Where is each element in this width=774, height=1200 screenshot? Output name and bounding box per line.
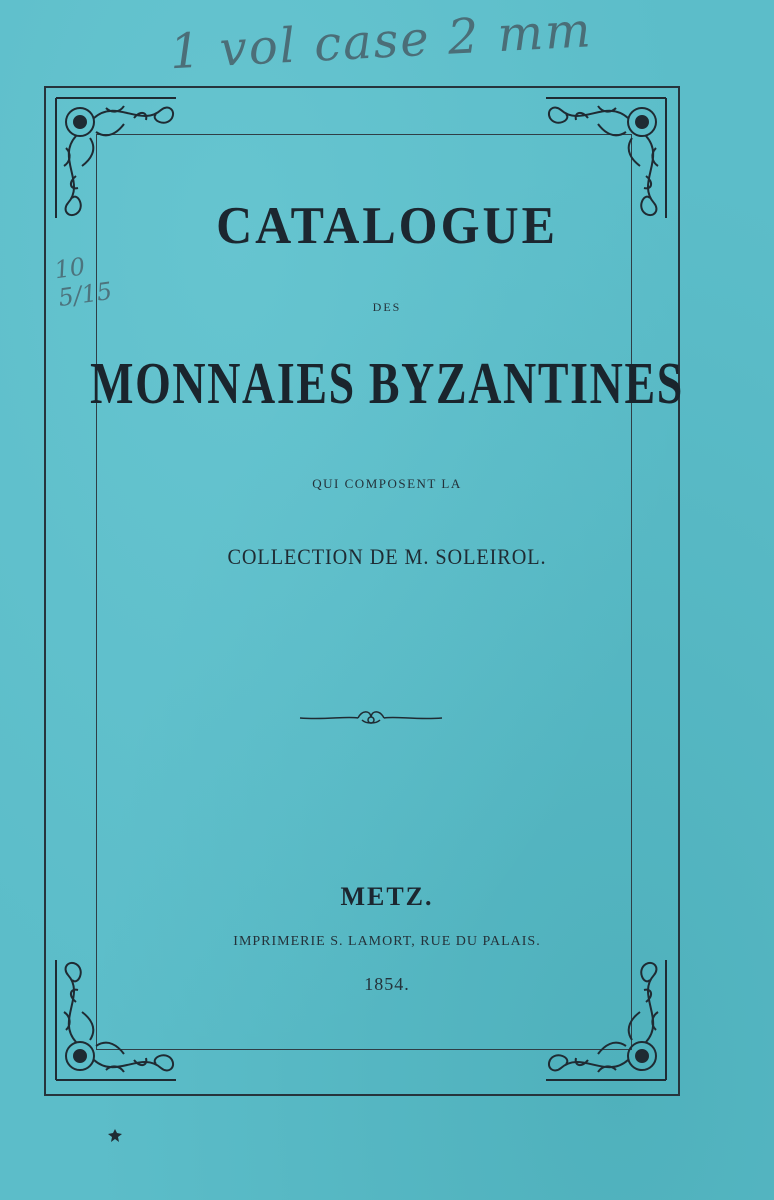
corner-ornament-icon [536, 950, 676, 1090]
imprint-city: METZ. [340, 882, 434, 911]
title-catalogue: CATALOGUE [216, 195, 558, 255]
inner-border-frame [96, 134, 632, 1050]
subtitle-qui-composent: QUI COMPOSENT LA [312, 476, 462, 491]
imprint-year: 1854. [364, 974, 410, 994]
flourish-divider-icon [296, 706, 446, 728]
handwritten-note-margin: 10 5/15 [52, 252, 114, 313]
library-stamp-icon [107, 1128, 123, 1146]
handwritten-note-top: 1 vol case 2 mm [168, 2, 594, 81]
corner-ornament-icon [46, 950, 186, 1090]
collection-line: COLLECTION DE M. SOLEIROL. [227, 544, 547, 569]
subtitle-des: DES [372, 300, 402, 314]
main-title: MONNAIES BYZANTINES [90, 351, 684, 417]
imprint-printer: IMPRIMERIE S. LAMORT, RUE DU PALAIS. [233, 934, 541, 949]
